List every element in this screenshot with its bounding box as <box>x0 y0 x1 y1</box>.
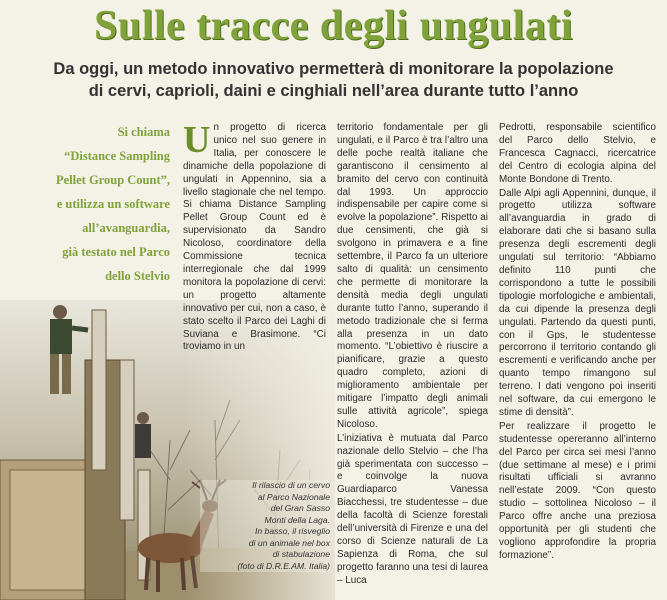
paragraph: Pedrotti, responsabile scientifico del Parco dello Stelvio, e Francesca Cagnacci, ricercatrice del Centro di ecologia alpina del Monte Bondone di Trento. <box>499 122 656 185</box>
subtitle-line: di cervi, caprioli, daini e cinghiali nell’area durante tutto l’anno <box>88 82 579 100</box>
paragraph: territorio fondamentale per gli ungulati, e il Parco è tra l’altro una delle poche realtà italiane che garantiscono il censimento al bramito del cervo con continuità dal 1993. Un approccio indispensabile per capire come si evolve la popolazione”. Rispetto ai due censimenti, che già si svolgono in primavera e a fine settembre, il Parco fa un ulteriore salto di qualità: un censimento che permette di monitorare la densità media degli ungulati durante tutto l’anno, superando il metodo tradizionale che si ferma alla presenza in un dato momento. “L’obiettivo è riuscire a pianificare, grazie a questo quadro completo, azioni di miglioramento ambientale per mitigare l’impatto degli animali sulle attività agricole”, spiega Nicoloso. <box>337 122 488 430</box>
photo-caption <box>200 480 330 572</box>
paragraph: L’iniziativa è mutuata dal Parco nazionale dello Stelvio – che l’ha già sperimentata con successo – e coinvolge la nuova Guardiaparco Vanessa Biacchessi, tre studentesse – due della facoltà di Scienze forestali dell’università di Firenze e una del corso di Scienze naturali de La Sapienza di Roma, che sul progetto faranno una tesi di laurea – Luca <box>337 432 488 586</box>
caption-line: di un animale nel box <box>248 537 330 548</box>
pull-quote-line: e utilizza un software <box>56 197 170 211</box>
article-column-3 <box>499 122 656 564</box>
article-subtitle <box>20 58 647 102</box>
article-column-2 <box>337 122 488 589</box>
pull-quote-line: “Distance Sampling <box>64 149 170 163</box>
subtitle-line: Da oggi, un metodo innovativo permetterà di monitorare la popolazione <box>53 60 614 78</box>
pull-quote-line: dello Stelvio <box>105 269 170 283</box>
caption-line: Monti della Laga. <box>264 514 330 525</box>
caption-line: In basso, il risveglio <box>255 526 330 536</box>
caption-line: Il rilascio di un cervo <box>252 480 330 490</box>
paragraph: n progetto di ricerca unico nel suo genere in Italia, per conoscere le dinamiche della popolazione di ungulati in Appennino, sia a livello stagionale che nel tempo. Si chiama Distance Sampling Pellet Group Count ed è supervisionato da Sandro Nicoloso, coordinatore della Commissione tecnica interregionale che dal 1999 monitora la popolazione di cervi: un progetto altamente innovativo per cui, non a caso, è stato scelto il Parco dei Laghi di Suviana e Brasimone. “Ci troviamo in un <box>183 122 326 353</box>
pull-quote-line: all’avanguardia, <box>82 221 170 235</box>
pull-quote-line: Si chiama <box>117 125 170 139</box>
caption-line: (foto di D.R.E.AM. Italia) <box>237 560 330 571</box>
drop-cap: U <box>183 119 211 161</box>
article-title: Sulle tracce degli ungulati <box>94 3 573 49</box>
caption-line: al Parco Nazionale <box>257 491 330 502</box>
caption-line: del Gran Sasso <box>270 503 330 513</box>
pull-quote-line: Pellet Group Count”, <box>55 173 170 187</box>
pull-quote-line: già testato nel Parco <box>62 245 170 259</box>
caption-line: di stabulazione <box>272 549 330 559</box>
paragraph: Dalle Alpi agli Appennini, dunque, il progetto utilizza software all’avanguardia in grado di elaborare dati che si basano sulla presenza degli escrementi degli ungulati sul territorio: “Abbiamo definito 110 punti che corrispondono a tutte le possibili tipologie morfologiche e ambientali, da cui dipende la presenza degli ungulati. Partendo da questi punti, con il Gps, le studentesse percorrono il territorio contando gli escrementi e verificando anche per quanto tempo rimangono sul terreno. I dati vengono poi inseriti nel software, da cui emergono le stime di densità”. <box>499 187 656 418</box>
article-column-1 <box>183 119 326 355</box>
paragraph: Per realizzare il progetto le studentesse opereranno all’interno del Parco per circa sei mesi l’anno (due settimane al mese) e i primi risultati ufficiali si avranno nell’estate 2009. “Con questo studio – sottolinea Nicoloso – il Parco offre anche una preziosa opportunità per gli studenti che vogliono approfondire la propria formazione”. <box>499 420 656 561</box>
pull-quote <box>40 120 170 288</box>
